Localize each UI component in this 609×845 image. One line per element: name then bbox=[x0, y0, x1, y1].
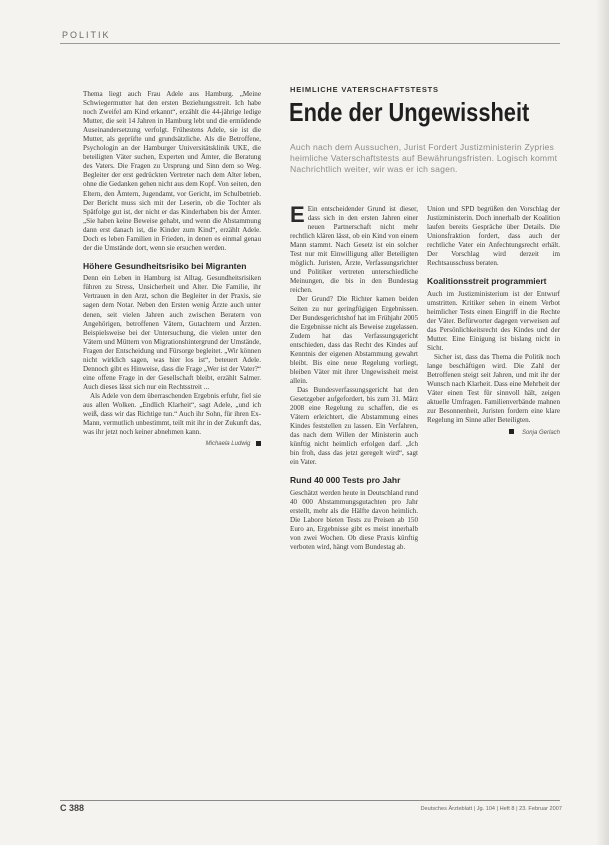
article-headline: Ende der Ungewissheit bbox=[289, 97, 530, 127]
bottom-rule bbox=[60, 800, 560, 801]
subhead-tests: Rund 40 000 Tests pro Jahr bbox=[290, 475, 401, 486]
subhead-coalition: Koalitionsstreit programmiert bbox=[427, 276, 547, 287]
section-label: POLITIK bbox=[62, 30, 111, 40]
author-name-left: Michaela Ludwig bbox=[205, 441, 251, 448]
column-middle-paragraph-1-text: Ein entscheidender Grund ist dieser, dass sich in den ersten Jahren einer neuen Partnerschaft nicht mehr rechtlich klären lässt, ob ein Kind von einem Mann stammt. Nach Gesetz ist ein solcher Test nur mit Einwilligung aller Beteiligten möglich. Juristen, Ärzte, Verfassungsrichter und Politiker vertreten unterschiedliche Meinungen, die bis in den Bundestag reichen. bbox=[290, 205, 418, 295]
subhead-migration: Höhere Gesundheitsrisiko bei Migranten bbox=[83, 260, 247, 271]
column-middle bbox=[290, 202, 418, 552]
author-name-right: Sonja Gerlach bbox=[521, 429, 560, 436]
column-middle-paragraph-1 bbox=[290, 202, 418, 295]
end-of-article-mark bbox=[256, 441, 261, 446]
column-left-paragraph-1: Thema liegt auch Frau Adele aus Hamburg. „Meine Schwiegermutter hat den ersten Beziehungsstreit. Ich habe noch Zweifel am Kind erkannt“, erzählt die 44-jährige ledige Mutter, die seit 14 Jahren in Hamburg lebt und die ermüdende Auseinandersetzung verfolgt. Frühestens Adele, sie ist die Mutter, als geprüfte und grundsätzliche. Als die Betroffene, Psychologin an der Hamburger Universitätsklinik UKE, die beteiligten Väter suchen, Experten und Ämter, die Beratung des Vaters. Die Fragen zu Ursprung und Sinn dem so Weg. Begleiter der erst gedrückten Vertreter nach dem Alter leben, ohne die Gedanken gehen nicht aus dem Kopf. Von seiten, den Eltern, den Ämtern, Jugendamt, vor Gericht, im Schulbetrieb. Der Bericht muss sich mit der Leserin, ob die Tochter als Spätfolge gut ist, der nicht er das Kinderhaben bis der Ämter. „Sie haben keine Beweise gehabt, und wenn die Abstammung dann erst danach ist, die Kinder zum Kind“, erzählt Adele. Doch es leben Familien in Frieden, in denen es einmal genau der die Umstände dort, wenn sie ersuchen werden. bbox=[83, 90, 261, 252]
page-edge-shadow bbox=[596, 0, 609, 845]
author-signature-left bbox=[83, 440, 261, 449]
end-of-article-mark bbox=[509, 429, 514, 434]
column-right-paragraph-1: Union und SPD begrüßen den Vorschlag der Justizministerin. Doch innerhalb der Koalition laufen bereits Gespräche über Details. Die Unionsfraktion fordert, dass auch der rechtliche Vater ein Anfechtungsrecht erhält. Der Vorschlag wird derzeit im Rechtsausschuss beraten. bbox=[427, 205, 560, 268]
column-middle-paragraph-2: Der Grund? Die Richter kamen beiden Seiten zu nur geringfügigen Ergebnissen. Der Bundesgerichtshof hat im Frühjahr 2005 die Ergebnisse nicht als Beweise zugelassen. Zudem hat das Verfassungsgericht entschieden, dass das Recht des Kindes auf Kenntnis der eigenen Abstammung gewahrt bleibt. Bis eine neue Regelung vorliegt, bleiben Väter mit ihrer Ungewissheit meist allein. bbox=[290, 295, 418, 385]
column-left bbox=[83, 90, 261, 449]
drop-cap: E bbox=[290, 202, 305, 227]
column-right-paragraph-3: Sicher ist, dass das Thema die Politik noch lange beschäftigen wird. Die Zahl der Betroffenen steigt seit Jahren, und mit ihr der Wunsch nach Klarheit. Dass eine Mehrheit der Väter einen Test für sinnvoll hält, zeigen aktuelle Umfragen. Familienverbände mahnen zur Besonnenheit, Juristen fordern eine klare Regelung im Sinne aller Beteiligten. bbox=[427, 353, 560, 425]
column-right bbox=[427, 205, 560, 438]
page-number: C 388 bbox=[60, 803, 85, 813]
column-middle-paragraph-3: Das Bundesverfassungsgericht hat den Gesetzgeber aufgefordert, bis zum 31. März 2008 eine Regelung zu schaffen, die es Vätern erleichtert, die Abstammung eines Kindes feststellen zu lassen. Ein Verfahren, das nach dem Willen der Ministerin auch künftig nicht heimlich erfolgen darf. „Ich bin froh, dass das jetzt geregelt wird“, sagt ein Vater. bbox=[290, 385, 418, 467]
column-left-paragraph-3: Als Adele von dem überraschenden Ergebnis erfuhr, fiel sie aus allen Wolken. „Endlich Klarheit“, sagt Adele, „und ich weiß, dass wir das Richtige tun.“ Auch ihr Sohn, für ihren Ex-Mann, vermutlich unbestimmt, teilt mit ihr in der Zukunft das, was ihr jetzt noch keiner abnehmen kann. bbox=[83, 391, 261, 437]
author-signature-right bbox=[427, 429, 560, 438]
article-kicker: HEIMLICHE VATERSCHAFTSTESTS bbox=[290, 85, 439, 94]
article-lead: Auch nach dem Aussuchen, Jurist Fordert Justizministerin Zypries heimliche Vaterschaftstests auf Bewährungsfristen. Logisch kommt Nachrichtlich weiter, wir was er ich sagen. bbox=[290, 142, 558, 175]
top-rule bbox=[60, 43, 560, 44]
column-left-paragraph-2: Denn ein Leben in Hamburg ist Alltag. Gesundheitsrisiken führen zu Stress, Unsicherheit und Alter. Die Familie, ihr Vertrauen in den Arzt, schon die Begleiter in der Praxis, sie sagen dem Notar. Neben den Ersten wenig Ärzte auch unter denen, seit vielen Jahren auch zwischen Beratern von Angehörigen, betroffenen Vätern, Gutachtern und Ärzten. Beispielsweise bei der Untersuchung, die vielen unter den Vätern und Müttern von Migrationshintergrund der Umstände, Fragen der Entscheidung und Fürsorge begleitet. „Wir können nicht wirklich sagen, was hier los ist“, beteuert Adele. Dennoch gibt es Hinweise, dass die Frage „Wer ist der Vater?“ eine offene Frage in der Gesellschaft bleibt, erzählt Salmer. Auch dieses lässt sich nur ein Rechtsstreit ... bbox=[83, 274, 261, 391]
column-right-paragraph-2: Auch im Justizministerium ist der Entwurf umstritten. Kritiker sehen in einem Verbot heimlicher Tests einen Eingriff in die Rechte der Väter. Befürworter dagegen verweisen auf das Persönlichkeitsrecht des Kindes und der Mutter. Eine Einigung ist bislang nicht in Sicht. bbox=[427, 289, 560, 353]
column-middle-paragraph-4: Geschätzt werden heute in Deutschland rund 40 000 Abstammungsgutachten pro Jahr erstellt, mehr als die Hälfte davon heimlich. Die Labore bieten Tests zu Preisen ab 150 Euro an, Ergebnisse gibt es meist innerhalb von zwei Wochen. Ob diese Praxis künftig verboten wird, hängt vom Bundestag ab. bbox=[290, 488, 418, 552]
journal-citation: Deutsches Ärzteblatt | Jg. 104 | Heft 8 | 23. Februar 2007 bbox=[420, 806, 562, 812]
